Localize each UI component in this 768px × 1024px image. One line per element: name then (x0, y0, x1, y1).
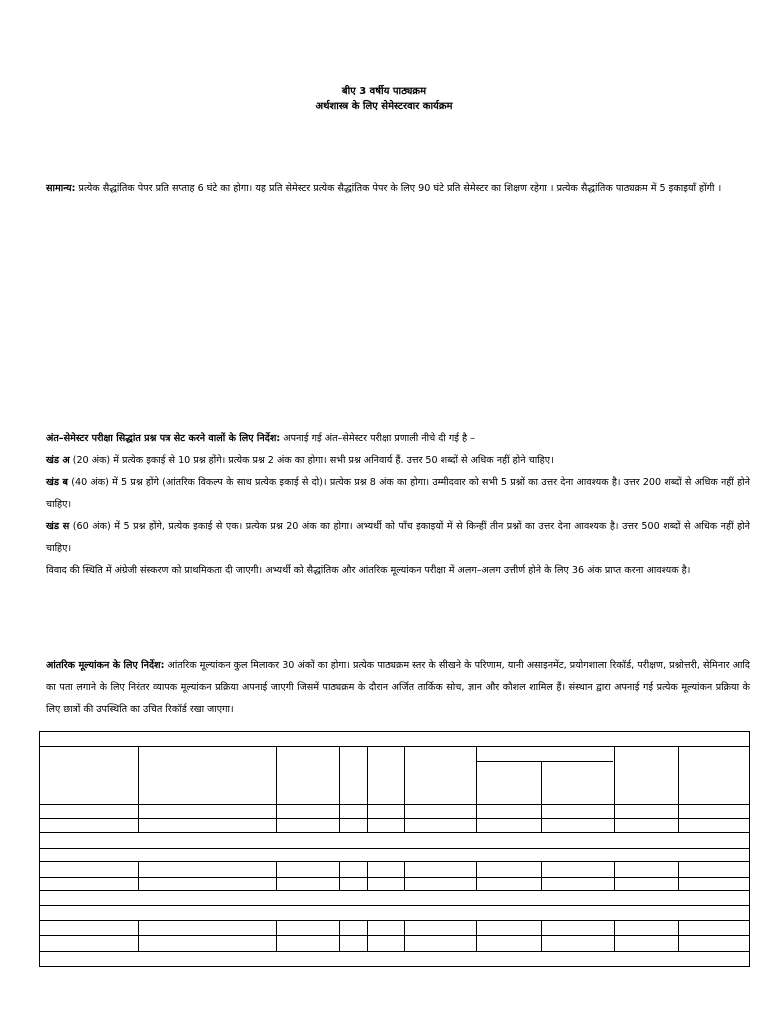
table-rule (40, 905, 749, 906)
table-rule (40, 848, 749, 849)
table-col-rule (541, 861, 542, 890)
table-col-rule (614, 746, 615, 832)
table-col-rule (138, 920, 139, 951)
table-col-rule (276, 861, 277, 890)
table-col-rule (614, 920, 615, 951)
table-col-rule (541, 920, 542, 951)
section-c (46, 516, 750, 560)
table-col-rule (678, 746, 679, 832)
table-rule (40, 890, 749, 891)
empty-course-table (39, 731, 750, 967)
table-rule (40, 951, 749, 952)
table-col-rule (138, 746, 139, 832)
section-a-text: (20 अंक) में प्रत्येक इकाई से 10 प्रश्न होंगे। प्रत्येक प्रश्न 2 अंक का होगा। सभी प्रश्न अनिवार्य हैं. उत्तर 50 शब्दों से अधिक नहीं होने चाहिए। (69, 455, 554, 466)
table-col-rule (476, 920, 477, 951)
table-col-rule (367, 920, 368, 951)
table-col-rule (404, 861, 405, 890)
internal-assessment-paragraph (46, 655, 750, 721)
general-label: सामान्य: (46, 183, 76, 194)
section-b-label: खंड ब (46, 477, 68, 488)
internal-text: आंतरिक मूल्यांकन कुल मिलाकर 30 अंकों का होगा। प्रत्येक पाठ्यक्रम स्तर के सीखने के परिणाम, यानी असाइनमेंट, प्रयोगशाला रिकॉर्ड, परीक्षण, प्रश्नोत्तरी, सेमिनार आदि का पता लगाने के लिए निरंतर व्यापक मूल्यांकन प्रक्रिया अपनाई जाएगी जिसमें पाठ्यक्रम के दौरान अर्जित तार्किक सोच, ज्ञान और कौशल शामिल हैं। संस्थान द्वारा अपनाई गई प्रत्येक मूल्यांकन प्रक्रिया के लिए छात्रों की उपस्थिति का उचित रिकॉर्ड रखा जाएगा। (46, 660, 750, 715)
title-line-1: बीए 3 वर्षीय पाठ्यक्रम (341, 86, 427, 97)
title-line-2: अर्थशास्त्र के लिए सेमेस्टरवार कार्यक्रम (315, 101, 453, 112)
section-c-label: खंड स (46, 521, 70, 532)
table-col-rule (476, 861, 477, 890)
section-b (46, 472, 750, 516)
exam-heading-line (46, 428, 750, 450)
table-rule (40, 935, 749, 936)
table-col-rule (678, 920, 679, 951)
internal-heading: आंतरिक मूल्यांकन के लिए निर्देश: (46, 660, 165, 671)
table-subheader-rule (476, 761, 613, 762)
section-a (46, 450, 750, 472)
section-b-text: (40 अंक) में 5 प्रश्न होंगे (आंतरिक विकल्प के साथ प्रत्येक इकाई से दो)। प्रत्येक प्रश्न 8 अंक का होगा। उम्मीदवार को सभी 5 प्रश्नों का उत्तर देना आवश्यक है। उत्तर 200 शब्दों से अधिक नहीं होने चाहिए। (46, 477, 750, 510)
table-col-rule (367, 746, 368, 832)
table-rule (40, 818, 749, 819)
dispute-note: विवाद की स्थिति में अंग्रेजी संस्करण को प्राथमिकता दी जाएगी। अभ्यर्थी को सैद्धांतिक और आंतरिक मूल्यांकन परीक्षा में अलग–अलग उत्तीर्ण होने के लिए 36 अंक प्राप्त करना आवश्यक है। (46, 565, 691, 576)
section-a-label: खंड अ (46, 455, 70, 466)
table-col-rule (138, 861, 139, 890)
table-col-rule (367, 861, 368, 890)
table-col-rule (276, 920, 277, 951)
table-col-rule (476, 746, 477, 832)
table-col-rule (276, 746, 277, 832)
exam-heading-rest: अपनाई गई अंत–सेमेस्टर परीक्षा प्रणाली नीचे दी गई है – (280, 433, 475, 444)
table-col-rule (339, 746, 340, 832)
table-col-rule (404, 920, 405, 951)
table-col-rule (678, 861, 679, 890)
table-col-rule (404, 746, 405, 832)
general-text: प्रत्येक सैद्धांतिक पेपर प्रति सप्ताह 6 घंटे का होगा। यह प्रति सेमेस्टर प्रत्येक सैद्धांतिक पेपर के लिए 90 घंटे प्रति सेमेस्टर का शिक्षण रहेगा । प्रत्येक सैद्धांतिक पाठ्यक्रम में 5 इकाइयाँ होंगी । (75, 183, 722, 194)
table-col-rule (614, 861, 615, 890)
table-col-rule (339, 920, 340, 951)
table-rule (40, 861, 749, 862)
table-rule (40, 920, 749, 921)
exam-instructions (46, 428, 750, 582)
general-paragraph (46, 178, 750, 200)
table-rule (40, 877, 749, 878)
table-rule (40, 832, 749, 833)
exam-heading: अंत–सेमेस्टर परीक्षा सिद्धांत प्रश्न पत्र सेट करने वालों के लिए निर्देश: (46, 433, 281, 444)
table-rule (40, 746, 749, 747)
table-col-rule (541, 761, 542, 832)
section-c-text: (60 अंक) में 5 प्रश्न होंगे, प्रत्येक इकाई से एक। प्रत्येक प्रश्न 20 अंक का होगा। अभ्यर्थी को पाँच इकाइयों में से किन्हीं तीन प्रश्नों का उत्तर देना आवश्यक है। उत्तर 500 शब्दों से अधिक नहीं होने चाहिए। (46, 521, 750, 554)
table-rule (40, 804, 749, 805)
table-col-rule (339, 861, 340, 890)
document-title (0, 84, 768, 114)
